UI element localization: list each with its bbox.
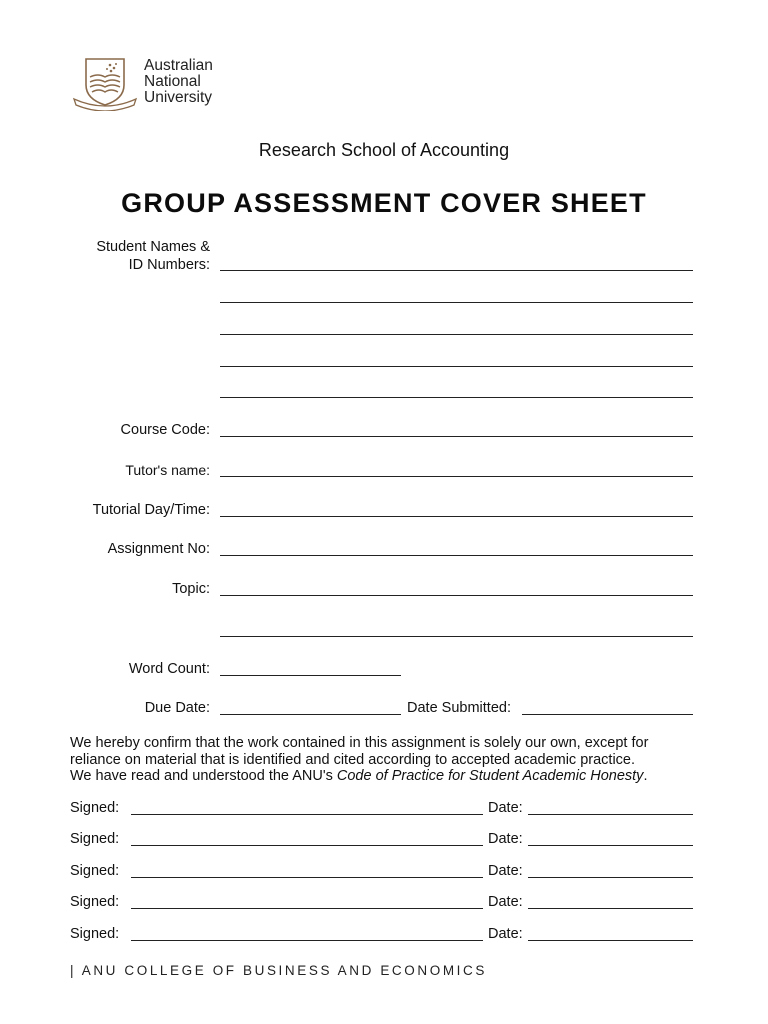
date-label-3: Date: [488, 863, 523, 879]
school-name: Research School of Accounting [258, 140, 510, 160]
logo-line-3: University [144, 89, 213, 106]
word-count-label: Word Count: [128, 661, 210, 677]
declaration-line-1: We hereby confirm that the work contained in this assignment is solely our own, except for [70, 735, 649, 751]
tutor-name-field[interactable] [220, 476, 693, 477]
date-label-2: Date: [488, 831, 523, 847]
signature-field-2[interactable] [131, 845, 483, 846]
student-names-field-5[interactable] [220, 397, 693, 398]
signed-label-5: Signed: [70, 926, 120, 942]
date-label-1: Date: [488, 800, 523, 816]
page-title: GROUP ASSESSMENT COVER SHEET [121, 188, 647, 218]
assignment-no-label: Assignment No: [107, 541, 210, 557]
date-label-5: Date: [488, 926, 523, 942]
date-submitted-field[interactable] [522, 714, 693, 715]
due-date-label: Due Date: [144, 700, 210, 716]
signature-date-field-2[interactable] [528, 845, 693, 846]
student-names-label-line2: ID Numbers: [128, 257, 210, 273]
code-of-practice-title: Code of Practice for Student Academic Honesty [336, 768, 644, 784]
logo-line-1: Australian [144, 57, 213, 74]
tutorial-day-time-field[interactable] [220, 516, 693, 517]
signature-field-5[interactable] [131, 940, 483, 941]
tutor-name-label: Tutor's name: [125, 462, 210, 478]
student-names-field-4[interactable] [220, 366, 693, 367]
topic-field-1[interactable] [220, 595, 693, 596]
assignment-no-field[interactable] [220, 555, 693, 556]
college-footer: | ANU COLLEGE OF BUSINESS AND ECONOMICS [70, 963, 487, 978]
course-code-field[interactable] [220, 436, 693, 437]
signed-label-1: Signed: [70, 800, 120, 816]
signed-label-2: Signed: [70, 831, 120, 847]
signature-field-3[interactable] [131, 877, 483, 878]
signature-date-field-3[interactable] [528, 877, 693, 878]
signed-label-4: Signed: [70, 894, 120, 910]
signed-label-3: Signed: [70, 863, 120, 879]
anu-crest-icon [70, 55, 140, 111]
signature-date-field-5[interactable] [528, 940, 693, 941]
due-date-field[interactable] [220, 714, 401, 715]
declaration-line-3-prefix: We have read and understood the ANU's [70, 768, 337, 784]
signature-date-field-4[interactable] [528, 908, 693, 909]
course-code-label: Course Code: [120, 422, 210, 438]
declaration-line-3 [70, 768, 710, 785]
student-names-field-2[interactable] [220, 302, 693, 303]
anu-logo-text [144, 58, 213, 106]
topic-field-2[interactable] [220, 636, 693, 637]
student-names-label-line1: Student Names & [96, 239, 210, 255]
logo-line-2: National [144, 73, 201, 90]
declaration-line-2: reliance on material that is identified and cited according to accepted academic practice. [70, 751, 636, 768]
signature-date-field-1[interactable] [528, 814, 693, 815]
date-submitted-label: Date Submitted: [407, 700, 511, 716]
declaration-line-3-suffix: . [643, 768, 648, 784]
topic-label: Topic: [172, 581, 210, 597]
signature-field-1[interactable] [131, 814, 483, 815]
student-names-field-3[interactable] [220, 334, 693, 335]
student-names-field-1[interactable] [220, 270, 693, 271]
declaration-paragraph [70, 735, 710, 785]
tutorial-day-time-label: Tutorial Day/Time: [92, 502, 210, 518]
date-label-4: Date: [488, 894, 523, 910]
word-count-field[interactable] [220, 675, 401, 676]
signature-field-4[interactable] [131, 908, 483, 909]
